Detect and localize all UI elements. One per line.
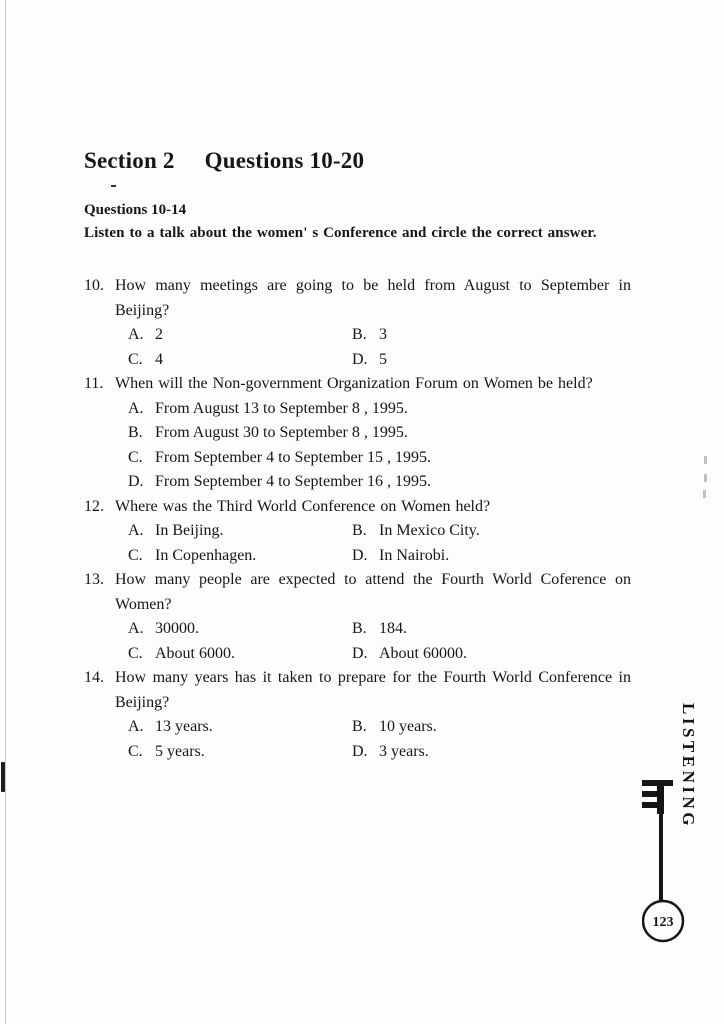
question-text: When will the Non-government Organization Forum on Women be held? (115, 375, 593, 392)
scan-artifact-dash (703, 490, 706, 498)
option-text: 3 (379, 326, 387, 343)
option-text: 10 years. (379, 718, 437, 735)
option-letter: D. (128, 473, 144, 490)
scan-artifact-left-mark (1, 762, 5, 792)
option-text: 2 (155, 326, 163, 343)
question-text: How many people are expected to attend the Fourth World Coference on Women? (115, 571, 631, 613)
option-text: 5 years. (155, 742, 205, 760)
option-d (128, 470, 631, 495)
option-text: In Copenhagen. (155, 546, 257, 564)
key-shaft (659, 810, 663, 901)
option-letter: A. (128, 326, 144, 343)
section-label: Section 2 (84, 148, 175, 173)
option-b (352, 617, 631, 642)
question-number: 13. (84, 571, 104, 588)
option-letter: B. (352, 326, 367, 343)
scan-artifact-dash (704, 474, 707, 482)
option-letter: D. (352, 350, 368, 368)
section-title (84, 146, 631, 176)
options-grid (115, 617, 631, 666)
question-14 (84, 666, 631, 764)
question-13 (84, 568, 631, 666)
options-list (115, 397, 631, 495)
option-text: In Nairobi. (379, 546, 450, 564)
option-letter: B. (352, 522, 367, 539)
option-letter: D. (352, 546, 368, 564)
question-text: How many meetings are going to be held from August to September in Beijing? (115, 277, 631, 319)
option-text: 13 years. (155, 718, 213, 735)
option-letter: C. (128, 644, 143, 662)
option-letter: C. (128, 350, 143, 368)
option-text: From August 30 to September 8 , 1995. (155, 424, 408, 441)
option-letter: B. (352, 620, 367, 637)
key-bit (642, 780, 673, 901)
option-d (352, 544, 631, 569)
option-letter: A. (128, 718, 144, 735)
option-letter: D. (352, 644, 368, 662)
option-b (128, 421, 631, 446)
question-text: Where was the Third World Conference on Women held? (115, 497, 491, 515)
section-question-range: Questions 10-20 (204, 148, 365, 173)
option-c (128, 642, 352, 667)
listening-section-label: LISTENING (679, 703, 698, 829)
option-b (352, 715, 631, 740)
options-grid (115, 715, 631, 764)
question-11 (84, 372, 631, 495)
option-letter: A. (128, 522, 144, 539)
option-letter: D. (352, 742, 368, 760)
option-text: 30000. (155, 620, 199, 637)
option-a (128, 715, 352, 740)
option-text: From September 4 to September 15 , 1995. (155, 448, 431, 466)
question-number: 12. (84, 497, 104, 515)
option-text: In Beijing. (155, 522, 224, 539)
option-b (352, 519, 631, 544)
page-number: 123 (652, 915, 674, 930)
option-c (128, 544, 352, 569)
question-number: 11. (84, 375, 104, 392)
page-content (84, 146, 631, 764)
option-letter: C. (128, 546, 143, 564)
option-d (352, 348, 631, 373)
question-number: 10. (84, 277, 104, 294)
question-number: 14. (84, 669, 104, 686)
option-text: About 6000. (155, 644, 235, 662)
option-a (128, 617, 352, 642)
option-text: About 60000. (379, 644, 467, 662)
option-c (128, 348, 352, 373)
option-text: 184. (379, 620, 407, 637)
subsection-heading: Questions 10-14 (84, 202, 187, 218)
question-12 (84, 495, 631, 569)
option-letter: C. (128, 448, 143, 466)
skeleton-key-icon (642, 780, 690, 948)
instructions-text: Listen to a talk about the women' s Conference and circle the correct answer. (84, 225, 597, 241)
option-c (128, 446, 631, 471)
options-grid (115, 323, 631, 372)
option-letter: A. (128, 620, 144, 637)
option-text: In Mexico City. (379, 522, 480, 539)
page-edge-shadow (5, 0, 6, 1024)
option-letter: B. (128, 424, 143, 441)
option-text: 4 (155, 350, 163, 368)
option-text: 5 (379, 350, 387, 368)
question-10 (84, 274, 631, 372)
option-a (128, 397, 631, 422)
option-text: From September 4 to September 16 , 1995. (155, 473, 431, 490)
option-letter: C. (128, 742, 143, 760)
option-c (128, 740, 352, 765)
option-letter: A. (128, 399, 144, 417)
option-b (352, 323, 631, 348)
option-letter: B. (352, 718, 367, 735)
option-text: 3 years. (379, 742, 429, 760)
option-d (352, 642, 631, 667)
scan-artifact-dash (704, 456, 707, 464)
option-a (128, 519, 352, 544)
option-text: From August 13 to September 8 , 1995. (155, 399, 408, 417)
options-grid (115, 519, 631, 568)
option-a (128, 323, 352, 348)
option-d (352, 740, 631, 765)
question-text: How many years has it taken to prepare for the Fourth World Conference in Beijing? (115, 669, 631, 711)
